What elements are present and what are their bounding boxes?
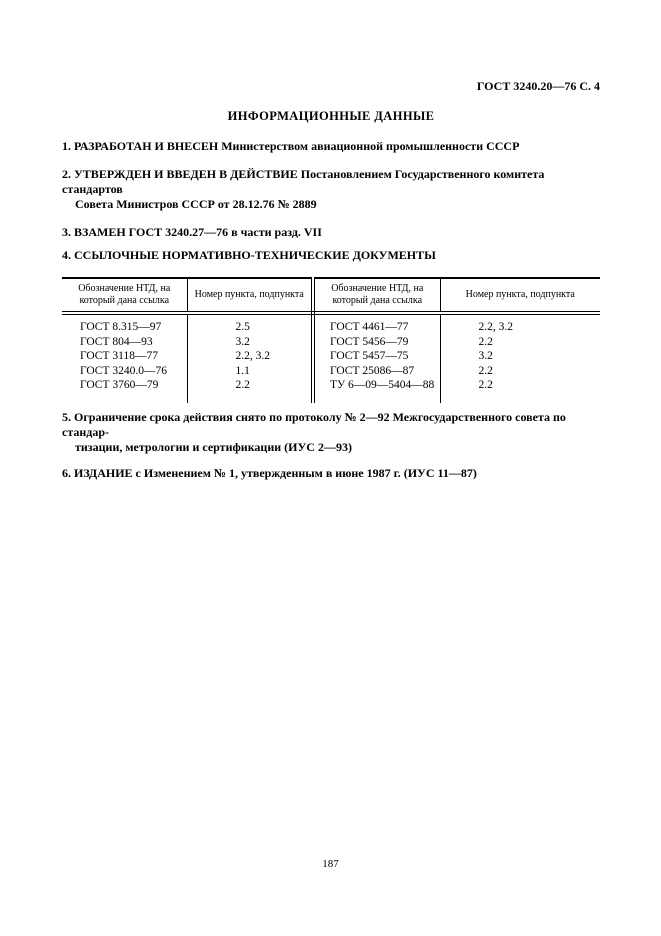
table-cell: ГОСТ 5456—79 <box>313 335 440 350</box>
table-cell: 2.2 <box>478 379 493 391</box>
info-item-2-line: 2. УТВЕРЖДЕН И ВВЕДЕН В ДЕЙСТВИЕ Постановлением Государственного комитета стандартов <box>62 167 545 196</box>
table-row <box>62 349 600 364</box>
table-row <box>62 364 600 379</box>
info-item-1-line: 1. РАЗРАБОТАН И ВНЕСЕН Министерством авиационной промышленности СССР <box>62 139 520 153</box>
table-cell: ГОСТ 3118—77 <box>62 349 187 364</box>
info-item-5-line: 5. Ограничение срока действия снято по протоколу № 2—92 Межгосударственного совета по стандар- <box>62 409 566 439</box>
table-cell: ГОСТ 3760—79 <box>62 378 187 393</box>
table-cell: ТУ 6—09—5404—88 <box>313 378 440 393</box>
table-row <box>62 313 600 335</box>
table-cell-empty <box>62 393 187 403</box>
column-header: Обозначение НТД, на который дана ссылка <box>313 278 440 313</box>
table-spacer-row <box>62 393 600 403</box>
table-cell: 3.2 <box>478 350 493 362</box>
table-cell: ГОСТ 25086—87 <box>313 364 440 379</box>
table-cell: 2.2, 3.2 <box>187 349 313 364</box>
info-item-2 <box>62 167 600 212</box>
info-item-6 <box>62 466 600 481</box>
table-row <box>62 335 600 350</box>
page-title: ИНФОРМАЦИОННЫЕ ДАННЫЕ <box>227 109 435 123</box>
info-item-4 <box>62 248 600 263</box>
table-cell: ГОСТ 8.315—97 <box>62 313 187 335</box>
page-number: 187 <box>322 858 339 870</box>
table-cell: 3.2 <box>187 335 313 350</box>
references-table <box>62 277 600 403</box>
table-cell-empty <box>440 393 600 403</box>
table-cell: ГОСТ 804—93 <box>62 335 187 350</box>
table-cell: 2.2 <box>187 378 313 393</box>
info-item-6-line: 6. ИЗДАНИЕ с Изменением № 1, утвержденным в июне 1987 г. (ИУС 11—87) <box>62 465 477 480</box>
info-item-2-line: Совета Министров СССР от 28.12.76 № 2889 <box>75 197 317 211</box>
table-cell-empty <box>313 393 440 403</box>
column-header: Обозначение НТД, на который дана ссылка <box>62 278 187 313</box>
info-item-4-line: 4. ССЫЛОЧНЫЕ НОРМАТИВНО-ТЕХНИЧЕСКИЕ ДОКУМЕНТЫ <box>62 248 436 262</box>
info-item-3 <box>62 225 600 240</box>
table-cell: 2.2 <box>478 335 493 348</box>
info-item-5-line: тизации, метрологии и сертификации (ИУС 2—93) <box>75 439 352 454</box>
table-cell: 2.2 <box>478 364 493 377</box>
column-header: Номер пункта, подпункта <box>187 278 313 313</box>
info-item-1 <box>62 139 600 154</box>
table-cell: 2.2, 3.2 <box>478 321 513 333</box>
column-header: Номер пункта, подпункта <box>440 278 600 313</box>
table-cell: ГОСТ 4461—77 <box>313 313 440 335</box>
table-cell: 2.5 <box>187 313 313 335</box>
info-item-5 <box>62 410 600 455</box>
info-item-3-line: 3. ВЗАМЕН ГОСТ 3240.27—76 в части разд. VII <box>62 225 322 239</box>
table-header-row <box>62 278 600 313</box>
table-cell: 1.1 <box>187 364 313 379</box>
table-row <box>62 378 600 393</box>
table-cell-empty <box>187 393 313 403</box>
table-cell: ГОСТ 5457—75 <box>313 349 440 364</box>
document-header: ГОСТ 3240.20—76 С. 4 <box>476 79 600 93</box>
table-cell: ГОСТ 3240.0—76 <box>62 364 187 379</box>
